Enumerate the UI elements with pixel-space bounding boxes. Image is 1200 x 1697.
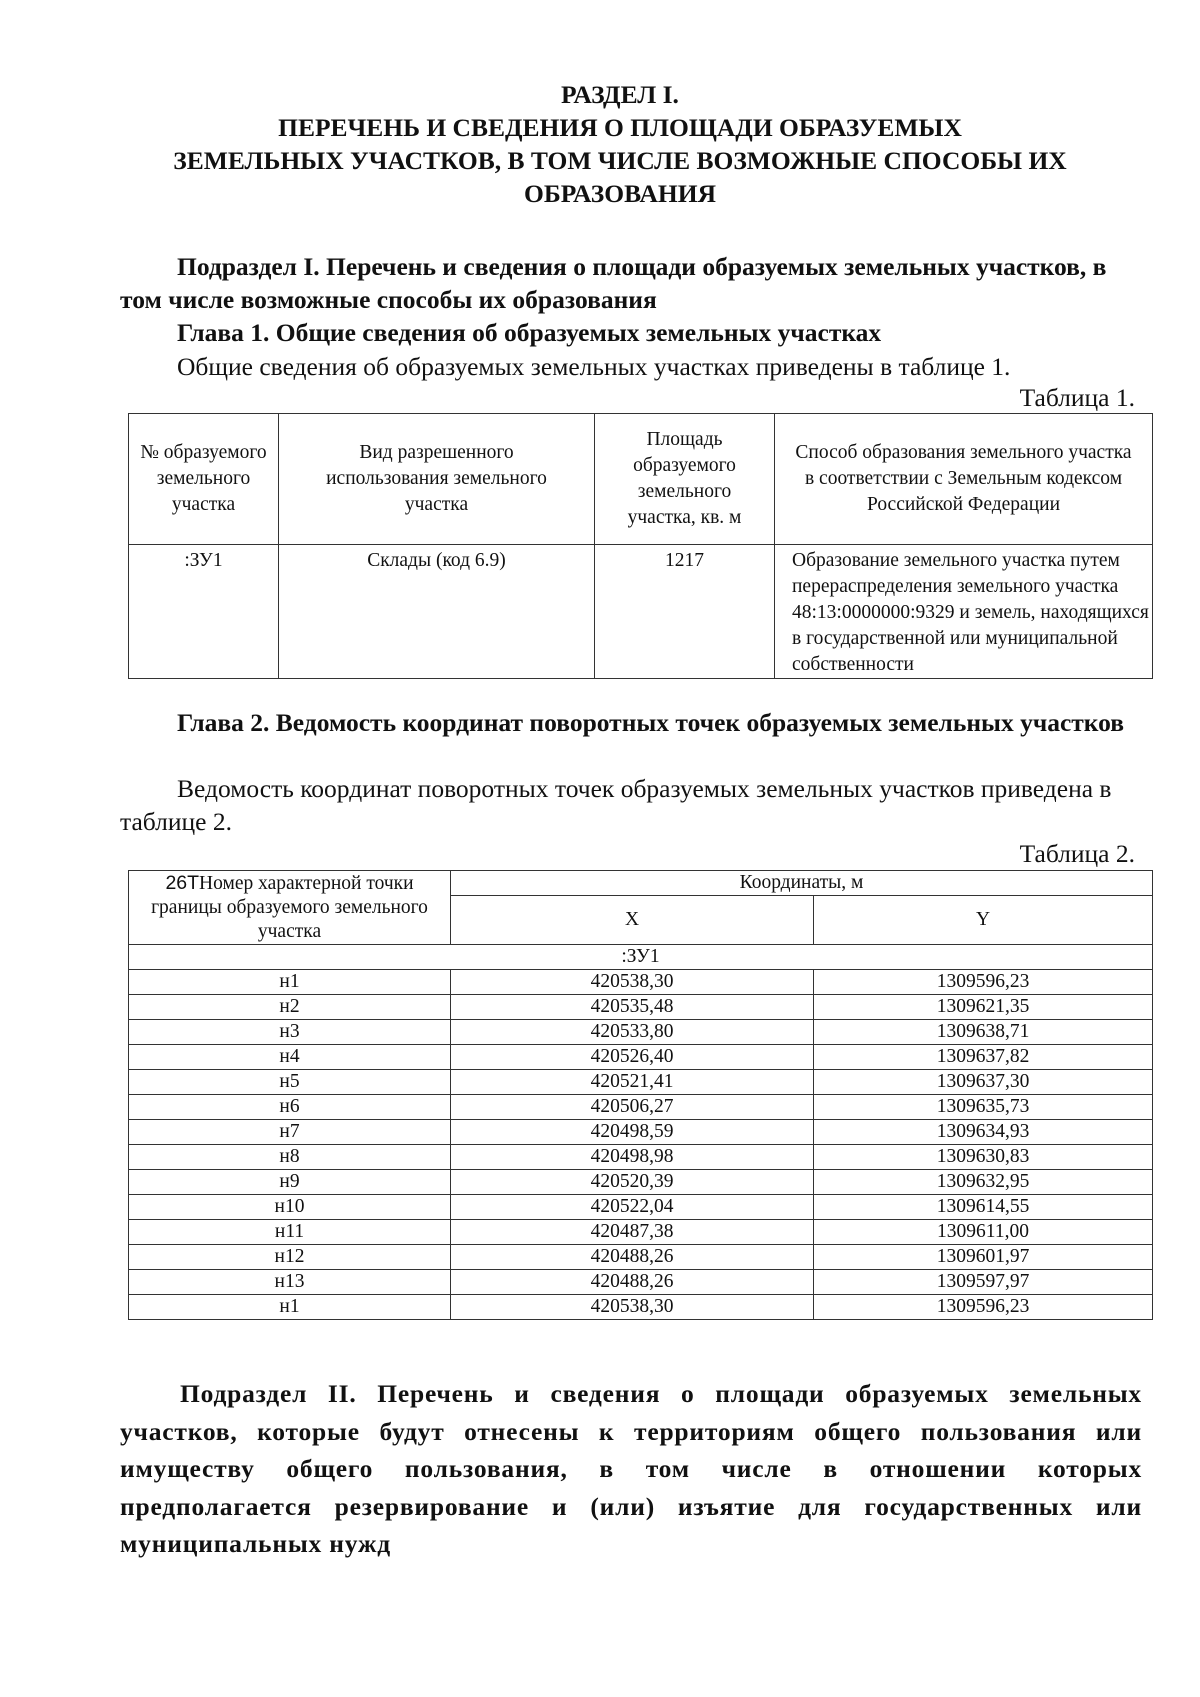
table2-cell-point: н12 bbox=[129, 1245, 451, 1270]
table2-cell-y: 1309611,00 bbox=[814, 1220, 1153, 1245]
table2-cell-point: н7 bbox=[129, 1120, 451, 1145]
table2-row bbox=[129, 970, 1153, 995]
table2-header-prefix: 26T bbox=[165, 872, 200, 894]
subsection2-line: муниципальных нужд bbox=[120, 1529, 391, 1558]
table2-cell-point: н11 bbox=[129, 1220, 451, 1245]
table2-row bbox=[129, 1145, 1153, 1170]
subsection2-line: участков, которые будут отнесены к территориям общего пользования или bbox=[120, 1416, 1142, 1446]
table2-cell-point: н1 bbox=[129, 1295, 451, 1320]
table1-cell-use: Склады (код 6.9) bbox=[279, 545, 595, 679]
table1-cell-area: 1217 bbox=[595, 545, 775, 679]
table2-row bbox=[129, 1170, 1153, 1195]
table2-cell-x: 420538,30 bbox=[451, 1295, 814, 1320]
table2-group-label: :ЗУ1 bbox=[129, 945, 1153, 970]
table2-cell-x: 420533,80 bbox=[451, 1020, 814, 1045]
subsection1-heading: Подраздел I. Перечень и сведения о площади образуемых земельных участков, в том числе возможные способы их образования bbox=[120, 252, 1107, 314]
table1-header-area: Площадь образуемого земельного участка, кв. м bbox=[595, 414, 775, 545]
subsection2-heading bbox=[120, 1375, 1142, 1563]
table2-cell-y: 1309597,97 bbox=[814, 1270, 1153, 1295]
table1-row bbox=[129, 545, 1153, 679]
section-title-line: ЗЕМЕЛЬНЫХ УЧАСТКОВ, В ТОМ ЧИСЛЕ ВОЗМОЖНЫЕ СПОСОБЫ ИХ bbox=[173, 146, 1067, 175]
table2-cell-y: 1309638,71 bbox=[814, 1020, 1153, 1045]
table2-cell-y: 1309601,97 bbox=[814, 1245, 1153, 1270]
section-title-line: РАЗДЕЛ I. bbox=[561, 80, 679, 109]
subsection2-line: имуществу общего пользования, в том числе в отношении которых bbox=[120, 1454, 1142, 1483]
chapter1-text: Общие сведения об образуемых земельных участках приведены в таблице 1. bbox=[177, 352, 1011, 381]
table2-cell-point: н5 bbox=[129, 1070, 451, 1095]
table2-cell-x: 420498,98 bbox=[451, 1145, 814, 1170]
table2-row bbox=[129, 1095, 1153, 1120]
table2-cell-point: н8 bbox=[129, 1145, 451, 1170]
table2-cell-x: 420498,59 bbox=[451, 1120, 814, 1145]
table2-header-y: Y bbox=[814, 896, 1153, 945]
chapter1-heading: Глава 1. Общие сведения об образуемых земельных участках bbox=[177, 318, 882, 347]
table1-header-method: Способ образования земельного участка в соответствии с Земельным кодексом Российской Федерации bbox=[775, 414, 1153, 545]
table2-cell-y: 1309637,82 bbox=[814, 1045, 1153, 1070]
table2-cell-x: 420538,30 bbox=[451, 970, 814, 995]
table2-cell-x: 420488,26 bbox=[451, 1270, 814, 1295]
table2-cell-point: н1 bbox=[129, 970, 451, 995]
table2-row bbox=[129, 1045, 1153, 1070]
table2-cell-x: 420520,39 bbox=[451, 1170, 814, 1195]
table2-cell-point: н2 bbox=[129, 995, 451, 1020]
table2-cell-x: 420526,40 bbox=[451, 1045, 814, 1070]
subsection2-line: предполагается резервирование и (или) изъятие для государственных или bbox=[120, 1491, 1142, 1521]
table2-cell-point: н6 bbox=[129, 1095, 451, 1120]
table1-caption: Таблица 1. bbox=[1019, 383, 1135, 412]
section-title-line: ОБРАЗОВАНИЯ bbox=[524, 179, 716, 208]
section-title-line: ПЕРЕЧЕНЬ И СВЕДЕНИЯ О ПЛОЩАДИ ОБРАЗУЕМЫХ bbox=[278, 113, 962, 142]
table2-cell-point: н3 bbox=[129, 1020, 451, 1045]
table2-header-row bbox=[129, 871, 1153, 896]
subsection2-line: Подраздел II. Перечень и сведения о площади образуемых земельных bbox=[180, 1379, 1142, 1408]
section-title bbox=[120, 78, 1120, 210]
table1-cell-method: Образование земельного участка путем перераспределения земельного участка 48:13:0000000:9329 и земель, находящихся в государственной или муниципальной собственности bbox=[775, 545, 1153, 679]
table2-cell-x: 420521,41 bbox=[451, 1070, 814, 1095]
table2-cell-point: н9 bbox=[129, 1170, 451, 1195]
table2-header-coords: Координаты, м bbox=[451, 871, 1153, 896]
table1-header-row bbox=[129, 414, 1153, 545]
table2-row bbox=[129, 1220, 1153, 1245]
table2-caption: Таблица 2. bbox=[1019, 839, 1135, 868]
table2-row bbox=[129, 1070, 1153, 1095]
table2-cell-y: 1309630,83 bbox=[814, 1145, 1153, 1170]
table2-cell-y: 1309621,35 bbox=[814, 995, 1153, 1020]
table2-cell-point: н4 bbox=[129, 1045, 451, 1070]
table2-header-x: X bbox=[451, 896, 814, 945]
table2-row bbox=[129, 1245, 1153, 1270]
table2-cell-point: н13 bbox=[129, 1270, 451, 1295]
table2-row bbox=[129, 1120, 1153, 1145]
table2-cell-x: 420535,48 bbox=[451, 995, 814, 1020]
table2-row bbox=[129, 1020, 1153, 1045]
table2-cell-x: 420506,27 bbox=[451, 1095, 814, 1120]
table2-group-row bbox=[129, 945, 1153, 970]
table2-cell-x: 420487,38 bbox=[451, 1220, 814, 1245]
chapter2-text: Ведомость координат поворотных точек образуемых земельных участков приведена в таблице 2. bbox=[120, 774, 1112, 836]
table1-header-use: Вид разрешенного использования земельного участка bbox=[279, 414, 595, 545]
table2-cell-y: 1309634,93 bbox=[814, 1120, 1153, 1145]
table2-cell-x: 420522,04 bbox=[451, 1195, 814, 1220]
table2-row bbox=[129, 1195, 1153, 1220]
table2-cell-y: 1309596,23 bbox=[814, 970, 1153, 995]
table2-cell-y: 1309637,30 bbox=[814, 1070, 1153, 1095]
table2-header-point-text: Номер характерной точки границы образуемого земельного участка bbox=[151, 873, 428, 942]
table2-cell-y: 1309614,55 bbox=[814, 1195, 1153, 1220]
table1-cell-id: :ЗУ1 bbox=[129, 545, 279, 679]
table2-cell-y: 1309635,73 bbox=[814, 1095, 1153, 1120]
table2-cell-y: 1309632,95 bbox=[814, 1170, 1153, 1195]
table2-cell-y: 1309596,23 bbox=[814, 1295, 1153, 1320]
table1-header-number: № образуемого земельного участка bbox=[129, 414, 279, 545]
table2-cell-point: н10 bbox=[129, 1195, 451, 1220]
table1 bbox=[128, 413, 1153, 679]
table2-row bbox=[129, 1295, 1153, 1320]
table2-row bbox=[129, 1270, 1153, 1295]
table2-row bbox=[129, 995, 1153, 1020]
table2-cell-x: 420488,26 bbox=[451, 1245, 814, 1270]
table2 bbox=[128, 870, 1153, 1320]
table2-header-point bbox=[129, 871, 451, 945]
chapter2-heading: Глава 2. Ведомость координат поворотных точек образуемых земельных участков bbox=[177, 708, 1125, 737]
